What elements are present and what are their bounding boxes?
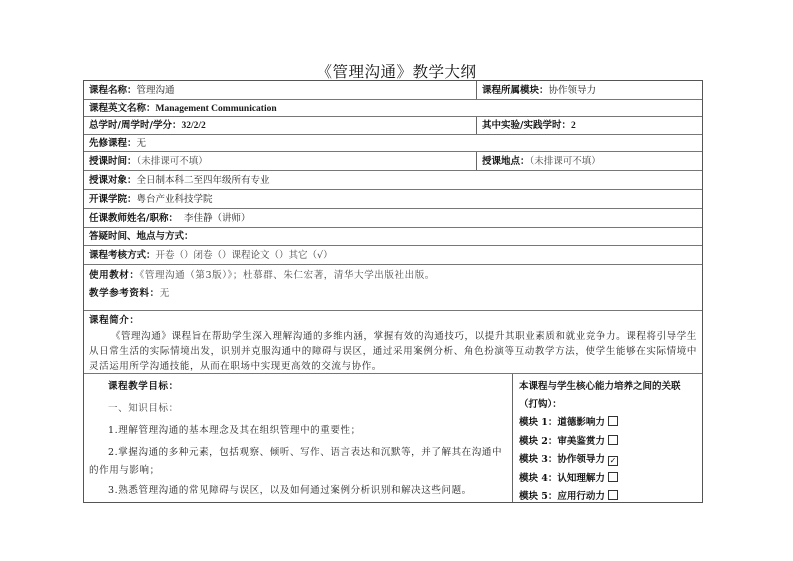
reference-value: 无 xyxy=(159,288,170,299)
college-label: 开课学院： xyxy=(89,194,137,205)
teaching-time-value: （未排课可不填） xyxy=(136,156,208,167)
hours-value: 32/2/2 xyxy=(181,121,206,131)
syllabus-table xyxy=(83,80,703,503)
teacher-cell xyxy=(84,209,702,227)
audience-cell xyxy=(84,171,702,189)
hours-label: 总学时/周学时/学分： xyxy=(89,120,182,131)
teaching-time-label: 授课时间： xyxy=(89,156,137,167)
row-audience xyxy=(84,171,702,190)
prerequisite-cell xyxy=(84,135,702,151)
practice-hours-label: 其中实验/实践学时： xyxy=(482,120,571,131)
competency-module-5 xyxy=(519,488,696,507)
module-label: 模块 2：审美鉴赏力 xyxy=(519,435,605,447)
module-cell xyxy=(477,81,702,99)
teaching-place-cell xyxy=(477,152,702,170)
intro-section xyxy=(84,311,702,374)
row-hours xyxy=(84,117,702,135)
course-name-value: 管理沟通 xyxy=(136,85,175,96)
college-cell xyxy=(84,190,702,208)
hours-cell xyxy=(84,117,476,134)
course-name-label: 课程名称： xyxy=(89,85,137,96)
module-label: 模块 1：道德影响力 xyxy=(519,417,605,428)
english-name-value: Management Communication xyxy=(155,104,277,114)
checkbox-icon[interactable] xyxy=(608,472,618,482)
audience-value: 全日制本科二至四年级所有专业 xyxy=(136,175,270,186)
course-name-cell xyxy=(84,81,476,99)
row-time-place xyxy=(84,152,702,171)
prerequisite-label: 先修课程： xyxy=(89,138,137,149)
qa-cell xyxy=(84,228,702,245)
assessment-cell xyxy=(84,246,702,264)
module-label: 模块 4：认知理解力 xyxy=(519,472,605,484)
textbook-value: 《管理沟通（第3版）》；杜慕群、朱仁宏著，清华大学出版社出版。 xyxy=(139,270,435,281)
assessment-label: 课程考核方式： xyxy=(89,250,156,261)
objectives-section-title: 一、知识目标： xyxy=(108,403,179,414)
qa-label: 答疑时间、地点与方式： xyxy=(89,231,194,242)
row-prerequisite xyxy=(84,135,702,152)
teacher-label: 任课教师姓名/职称： xyxy=(89,213,178,224)
textbook-label: 使用教材： xyxy=(89,270,140,281)
module-label: 课程所属模块： xyxy=(482,85,549,96)
objective-item: 3.熟悉管理沟通的常见障碍与误区，以及如何通过案例分析识别和解决这些问题。 xyxy=(108,485,472,496)
module-label: 模块 5：应用行动力 xyxy=(519,491,605,502)
competency-module-4 xyxy=(519,470,696,489)
competency-module-2 xyxy=(519,433,696,452)
teaching-place-label: 授课地点： xyxy=(482,156,530,167)
prerequisite-value: 无 xyxy=(136,138,147,149)
english-name-cell xyxy=(84,100,702,116)
objectives-section xyxy=(84,374,702,502)
row-college xyxy=(84,190,702,209)
reference-line xyxy=(84,285,702,303)
objective-item: 1.理解管理沟通的基本理念及其在组织管理中的重要性； xyxy=(108,425,361,436)
intro-heading xyxy=(84,312,702,329)
textbook-line xyxy=(84,267,702,285)
competency-column xyxy=(513,374,702,502)
objectives-label: 课程教学目标： xyxy=(108,381,179,392)
objective-item: 2.掌握沟通的多种元素，包括观察、倾听、写作、语言表达和沉默等，并了解其在沟通中的作用与影响； xyxy=(89,447,503,476)
teaching-place-value: （未排课可不填） xyxy=(529,156,601,167)
teacher-value: 李佳静（讲师） xyxy=(184,213,251,224)
row-course-name xyxy=(84,81,702,100)
row-qa xyxy=(84,228,702,246)
intro-label: 课程简介： xyxy=(89,315,140,326)
english-name-label: 课程英文名称： xyxy=(89,103,156,114)
checkbox-icon[interactable] xyxy=(608,435,618,445)
audience-label: 授课对象： xyxy=(89,175,137,186)
competency-heading: 本课程与学生核心能力培养之间的关联（打钩）： xyxy=(519,381,681,410)
objectives-column xyxy=(84,374,513,502)
checkbox-icon[interactable] xyxy=(608,416,618,426)
competency-module-3 xyxy=(519,451,696,470)
teaching-time-cell xyxy=(84,152,476,170)
intro-text: 《管理沟通》课程旨在帮助学生深入理解沟通的多维内涵，掌握有效的沟通技巧，以提升其职业素质和就业竞争力。课程将引导学生从日常生活的实际情境出发，识别并克服沟通中的障碍与误区，通过采用案例分析、角色扮演等互动教学方法，使学生能够在实际情境中灵活运用所学沟通技能，从而在职场中实现更高效的交流与协作。 xyxy=(89,331,697,372)
document-title: 《管理沟通》教学大纲 xyxy=(316,63,477,81)
row-assessment xyxy=(84,246,702,265)
row-teacher xyxy=(84,209,702,228)
checkbox-checked-icon[interactable]: ✓ xyxy=(609,456,617,465)
materials-section xyxy=(84,265,702,311)
checkbox-icon[interactable] xyxy=(608,490,618,500)
college-value: 粤台产业科技学院 xyxy=(136,194,213,205)
module-value: 协作领导力 xyxy=(548,85,597,96)
reference-label: 教学参考资料： xyxy=(89,288,160,299)
module-label: 模块 3：协作领导力 xyxy=(519,454,605,465)
competency-module-1 xyxy=(519,414,696,433)
row-english-name xyxy=(84,100,702,117)
practice-hours-cell xyxy=(477,117,702,134)
assessment-value: 开卷（）闭卷（）课程论文（）其它（√） xyxy=(155,250,333,261)
practice-hours-value: 2 xyxy=(570,121,576,131)
